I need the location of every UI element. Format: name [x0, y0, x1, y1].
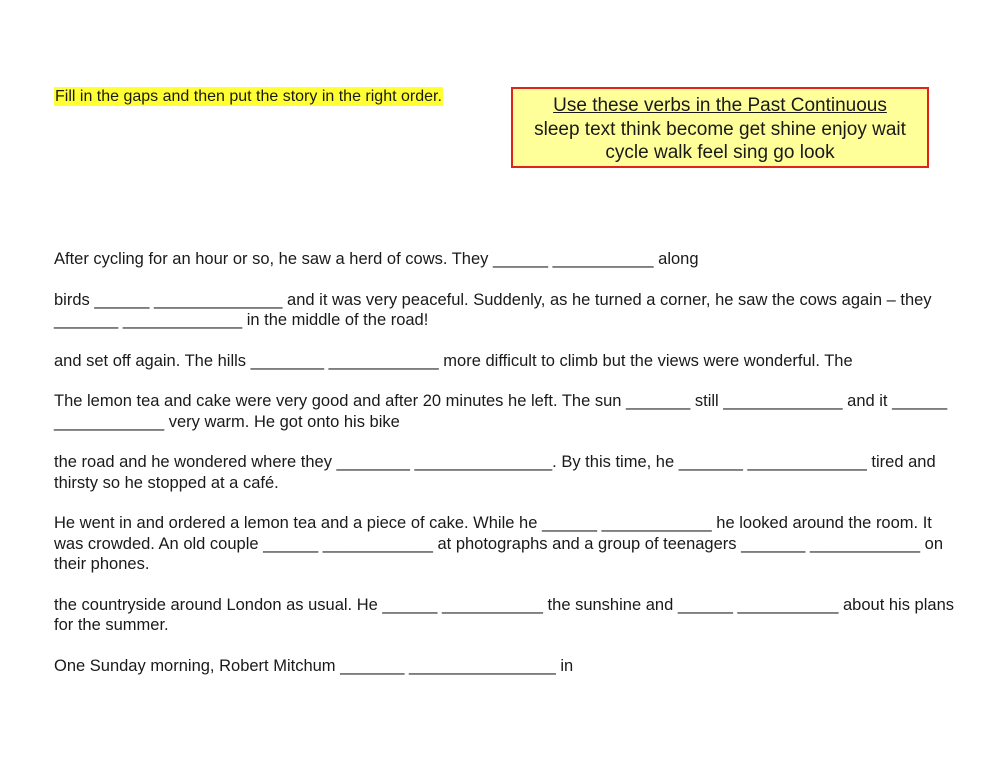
- story-paragraph: One Sunday morning, Robert Mitchum _______ ________________ in: [54, 656, 574, 675]
- story-paragraph: After cycling for an hour or so, he saw a herd of cows. They ______ ___________ along: [54, 250, 699, 268]
- story-paragraph: the road and he wondered where they ________ _______________. By this time, he _______ _____________ tired and thirsty so he stopped at a café.: [54, 453, 936, 492]
- verb-list-line-1: sleep text think become get shine enjoy wait: [534, 118, 906, 140]
- story-paragraph: He went in and ordered a lemon tea and a piece of cake. While he ______ ____________ he looked around the room. It was crowded. An old couple ______ ____________ at photographs and a group of teenagers _______ ____________ on their phones.: [54, 514, 943, 573]
- story-paragraph: and set off again. The hills ________ ____________ more difficult to climb but the views were wonderful. The: [54, 351, 853, 370]
- verb-box: [511, 87, 929, 168]
- story-paragraphs: [54, 249, 954, 696]
- story-paragraph: the countryside around London as usual. He ______ ___________ the sunshine and ______ ___________ about his plans for the summer.: [54, 595, 954, 634]
- story-paragraph: birds ______ ______________ and it was very peaceful. Suddenly, as he turned a corner, he saw the cows again – they _______ _____________ in the middle of the road!: [54, 290, 932, 329]
- instruction-text: Fill in the gaps and then put the story in the right order.: [55, 88, 442, 105]
- story-paragraph: The lemon tea and cake were very good and after 20 minutes he left. The sun _______ still _____________ and it ______ ____________ very warm. He got onto his bike: [54, 392, 948, 431]
- verb-list-line-2: cycle walk feel sing go look: [605, 142, 835, 163]
- verb-box-title: Use these verbs in the Past Continuous: [553, 95, 887, 116]
